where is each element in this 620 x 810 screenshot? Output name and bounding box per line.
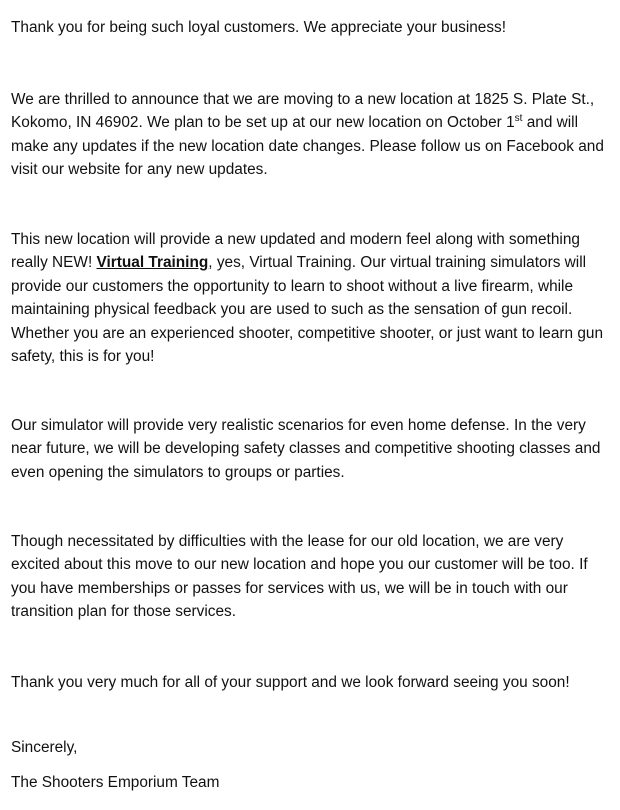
virtual-training-emphasis: Virtual Training [96, 254, 209, 272]
paragraph-new-location [11, 88, 615, 182]
paragraph-new-location-text-start: We are thrilled to announce that we are moving to a new location at 1825 S. Plate St., Kokomo, IN 46902. We plan to be set up at our new location on October 1 [11, 91, 595, 132]
paragraph-lease: Though necessitated by difficulties with the lease for our old location, we are very excited about this move to our new location and hope you our customer will be too. If you have memberships or passes for services with us, we will be in touch with our transition plan for those services. [11, 533, 588, 621]
signature: The Shooters Emporium Team [11, 774, 220, 791]
paragraph-thanks: Thank you for being such loyal customers. We appreciate your business! [11, 19, 507, 36]
ordinal-suffix: st [514, 113, 523, 125]
paragraph-new-location-text-end: and will make any updates if the new location date changes. Please follow us on Facebook and visit our website for any new updates. [11, 114, 604, 179]
paragraph-support: Thank you very much for all of your support and we look forward seeing you soon! [11, 674, 570, 691]
paragraph-virtual-training-text-end: , yes, Virtual Training. Our virtual training simulators will provide our customers the opportunity to learn to shoot without a live firearm, while maintaining physical feedback you are used to such as the sensation of gun recoil. Whether you are an experienced shooter, competitive shooter, or just want to learn gun safety, this is for you! [11, 254, 604, 366]
closing: Sincerely, [11, 739, 78, 756]
paragraph-virtual-training [11, 228, 615, 368]
paragraph-virtual-training-text-start: This new location will provide a new updated and modern feel along with something really NEW! [11, 231, 580, 272]
paragraph-simulator: Our simulator will provide very realistic scenarios for even home defense. In the very near future, we will be developing safety classes and competitive shooting classes and even opening the simulators to groups or parties. [11, 417, 601, 481]
